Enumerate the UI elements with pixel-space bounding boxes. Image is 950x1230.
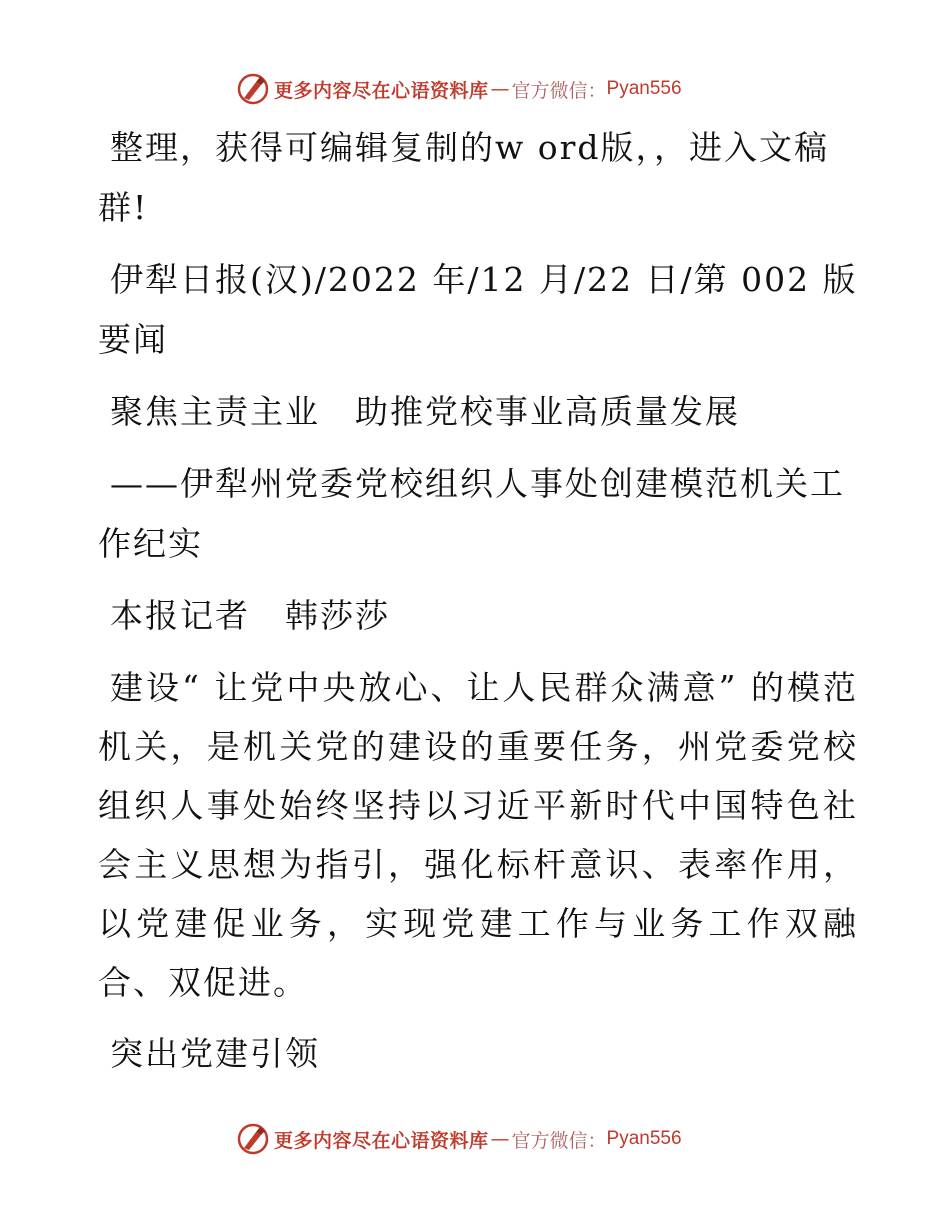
intro-paragraph: 整理，获得可编辑复制的w ord版，，进入文稿群! <box>98 128 830 227</box>
watermark-text: 更多内容尽在心语资料库 <box>274 1129 489 1152</box>
header-watermark <box>236 72 682 106</box>
article-headline: 聚焦主责主业 助推党校事业高质量发展 <box>110 392 740 431</box>
section-heading: 突出党建引领 <box>110 1034 320 1073</box>
article-subheadline: ——伊犁州党委党校组织人事处创建模范机关工作纪实 <box>98 464 845 563</box>
watermark-wechat-label: 官方微信： <box>511 1129 607 1152</box>
pen-nib-circle-icon <box>236 72 270 106</box>
watermark-text: 更多内容尽在心语资料库 <box>274 79 489 102</box>
watermark-account: Pyan556 <box>606 78 682 99</box>
byline: 本报记者 韩莎莎 <box>110 596 390 635</box>
watermark-account: Pyan556 <box>606 1128 682 1149</box>
watermark-separator: — <box>490 78 510 100</box>
source-line: 伊犁日报(汉)/2022 年/12 月/22 日/第 002 版要闻 <box>98 260 858 359</box>
watermark-separator: — <box>490 1128 510 1150</box>
footer-watermark <box>236 1122 682 1156</box>
body-paragraph: 建设“ 让党中央放心、让人民群众满意” 的模范机关，是机关党的建设的重要任务，州党委党校组织人事处始终坚持以习近平新时代中国特色社会主义思想为指引，强化标杆意识、表率作用，以党建促业务，实现党建工作与业务工作双融合、双促进。 <box>98 668 858 1002</box>
pen-nib-circle-icon <box>236 1122 270 1156</box>
document-body <box>98 118 858 1096</box>
watermark-wechat-label: 官方微信： <box>511 79 607 102</box>
